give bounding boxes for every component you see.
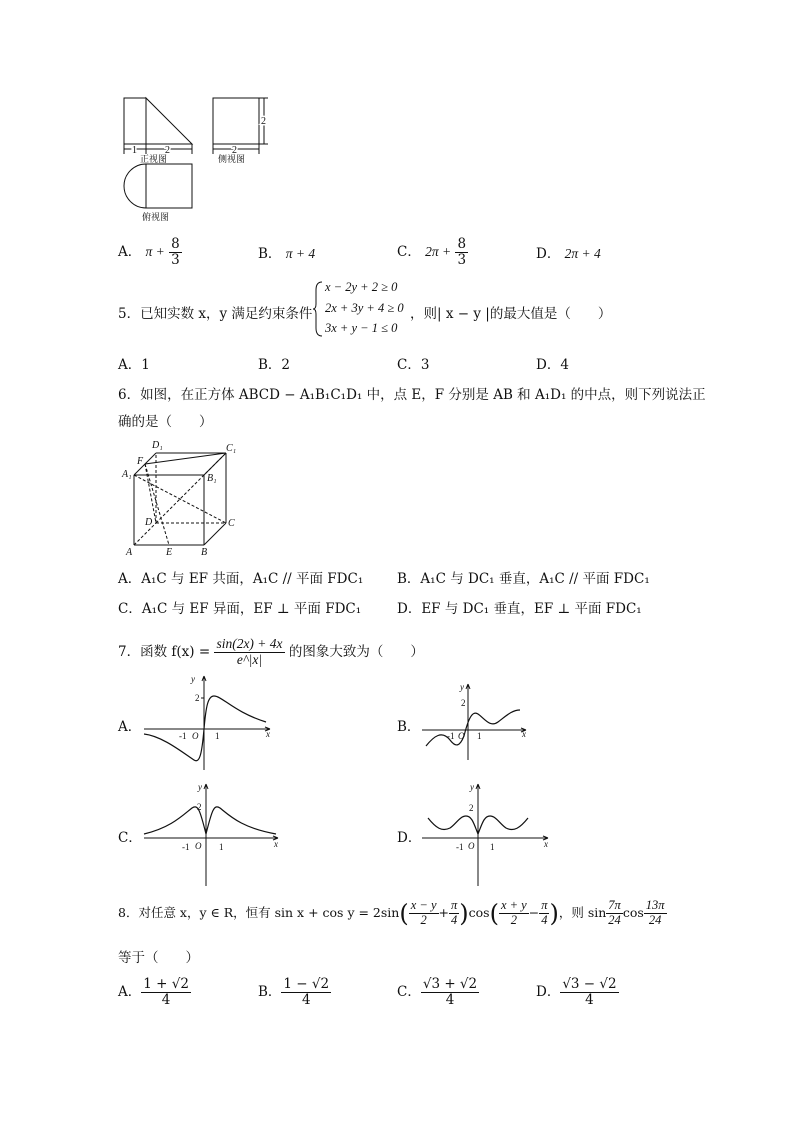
svg-text:x: x bbox=[544, 839, 548, 849]
cube-label-C1: C₁ bbox=[226, 443, 237, 454]
q7-stem: 7．函数 f(x) = $\frac{\sin(2x) + 4x}{e\^{}|x|}$ 的图象大致为（ ） bbox=[118, 636, 424, 667]
q7-option-a-letter: A． bbox=[118, 719, 142, 735]
graph-a bbox=[142, 672, 276, 772]
graph-c bbox=[142, 780, 282, 888]
cube-label-A: A bbox=[126, 547, 133, 558]
front-view-label: 正视图 bbox=[140, 154, 168, 164]
cube-figure bbox=[118, 437, 248, 559]
q8-option-a: A． $\frac{1 + √2}{4}$ bbox=[118, 976, 189, 1008]
q6-option-d: D．EF 与 DC₁ 垂直，EF ⊥ 平面 FDC₁ bbox=[397, 601, 642, 617]
svg-text:2: 2 bbox=[195, 693, 200, 703]
top-view-label: 俯视图 bbox=[142, 212, 170, 222]
svg-text:O: O bbox=[468, 841, 475, 851]
q4-option-b: B． π + 4 bbox=[258, 246, 316, 262]
q7-option-d-letter: D． bbox=[397, 830, 422, 846]
q5-option-a: A．1 bbox=[118, 357, 150, 373]
dim-front-left: 1 bbox=[132, 145, 137, 156]
svg-text:1: 1 bbox=[219, 842, 224, 852]
q4-option-c: C． 2π + $\frac{8}{3}$ bbox=[397, 236, 467, 268]
q5-brace bbox=[312, 280, 324, 338]
q8-option-d: D． $\frac{√3 - √2}{4}$ bbox=[536, 976, 617, 1008]
cube-label-F: F bbox=[137, 456, 144, 467]
cube-label-C: C bbox=[228, 518, 235, 529]
svg-text:x: x bbox=[266, 729, 270, 739]
svg-text:y: y bbox=[191, 674, 195, 684]
svg-text:O: O bbox=[458, 731, 465, 741]
svg-text:y: y bbox=[470, 782, 474, 792]
q5-option-d: D．4 bbox=[536, 357, 569, 373]
svg-text:2: 2 bbox=[197, 802, 202, 812]
q5-constraint-3: 3x + y − 1 ≤ 0 bbox=[325, 321, 398, 335]
svg-text:2: 2 bbox=[461, 698, 466, 708]
q5-option-c: C．3 bbox=[397, 357, 430, 373]
svg-text:x: x bbox=[274, 839, 278, 849]
q5-option-b: B．2 bbox=[258, 357, 291, 373]
svg-text:1: 1 bbox=[215, 731, 220, 741]
q5-stem-pre: 5．已知实数 x，y 满足约束条件 bbox=[118, 306, 313, 322]
cube-label-B: B bbox=[201, 547, 208, 558]
q6-option-a: A．A₁C 与 EF 共面，A₁C // 平面 FDC₁ bbox=[118, 571, 364, 587]
q8-option-b: B． $\frac{1 - √2}{4}$ bbox=[258, 976, 330, 1008]
q7-option-b-letter: B． bbox=[397, 719, 421, 735]
cube-label-D1: D₁ bbox=[152, 440, 163, 451]
svg-text:-1: -1 bbox=[447, 731, 455, 741]
q8-stem-line2: 等于（ ） bbox=[118, 950, 199, 966]
cube-label-D: D bbox=[145, 517, 153, 528]
svg-text:2: 2 bbox=[469, 803, 474, 813]
side-view-label: 侧视图 bbox=[218, 154, 246, 164]
graph-b bbox=[420, 680, 532, 762]
cube-label-E: E bbox=[166, 547, 173, 558]
q5-stem-post: ，则| x − y |的最大值是（ ） bbox=[410, 306, 612, 322]
svg-text:x: x bbox=[522, 729, 526, 739]
q6-option-c: C．A₁C 与 EF 异面，EF ⊥ 平面 FDC₁ bbox=[118, 601, 362, 617]
q6-stem-line1: 6．如图，在正方体 ABCD − A₁B₁C₁D₁ 中，点 E，F 分别是 AB 和 A₁D₁ 的中点，则下列说法正 bbox=[118, 387, 706, 403]
cube-label-B1: B₁ bbox=[207, 473, 217, 484]
q5-constraint-1: x − 2y + 2 ≥ 0 bbox=[325, 280, 398, 294]
dim-side-width: 2 bbox=[232, 145, 237, 156]
q7-option-c-letter: C． bbox=[118, 830, 142, 846]
svg-text:O: O bbox=[195, 841, 202, 851]
q4-option-d: D． 2π + 4 bbox=[536, 246, 601, 262]
q5-constraint-2: 2x + 3y + 4 ≥ 0 bbox=[325, 301, 404, 315]
svg-text:1: 1 bbox=[490, 842, 495, 852]
dim-front-right: 2 bbox=[165, 145, 170, 156]
svg-text:1: 1 bbox=[477, 731, 482, 741]
svg-text:O: O bbox=[192, 731, 199, 741]
svg-text:-1: -1 bbox=[456, 842, 464, 852]
q6-stem-line2: 确的是（ ） bbox=[118, 414, 213, 430]
svg-text:-1: -1 bbox=[182, 842, 190, 852]
three-view-figure bbox=[118, 92, 278, 227]
q4-option-a: A． π + $\frac{8}{3}$ bbox=[118, 236, 180, 268]
cube-label-A1: A₁ bbox=[122, 469, 132, 480]
svg-text:-1: -1 bbox=[179, 731, 187, 741]
q8-option-c: C． $\frac{√3 + √2}{4}$ bbox=[397, 976, 478, 1008]
q6-option-b: B．A₁C 与 DC₁ 垂直，A₁C // 平面 FDC₁ bbox=[397, 571, 650, 587]
dim-side-height: 2 bbox=[261, 116, 266, 127]
svg-text:y: y bbox=[198, 782, 202, 792]
q8-stem-line1: 8．对任意 x，y ∈ R，恒有 sin x + cos y = 2sin( $\frac{x - y}{2}$ + $\frac{\pi}{4}$ )cos( $\frac{x + y}{2}$ − $\frac{\pi}{4}$ )，则 sin $\frac{7\pi}{24}$ cos $\frac{13\pi}{24}$ bbox=[118, 898, 665, 928]
graph-d bbox=[420, 780, 554, 888]
svg-text:y: y bbox=[460, 682, 464, 692]
